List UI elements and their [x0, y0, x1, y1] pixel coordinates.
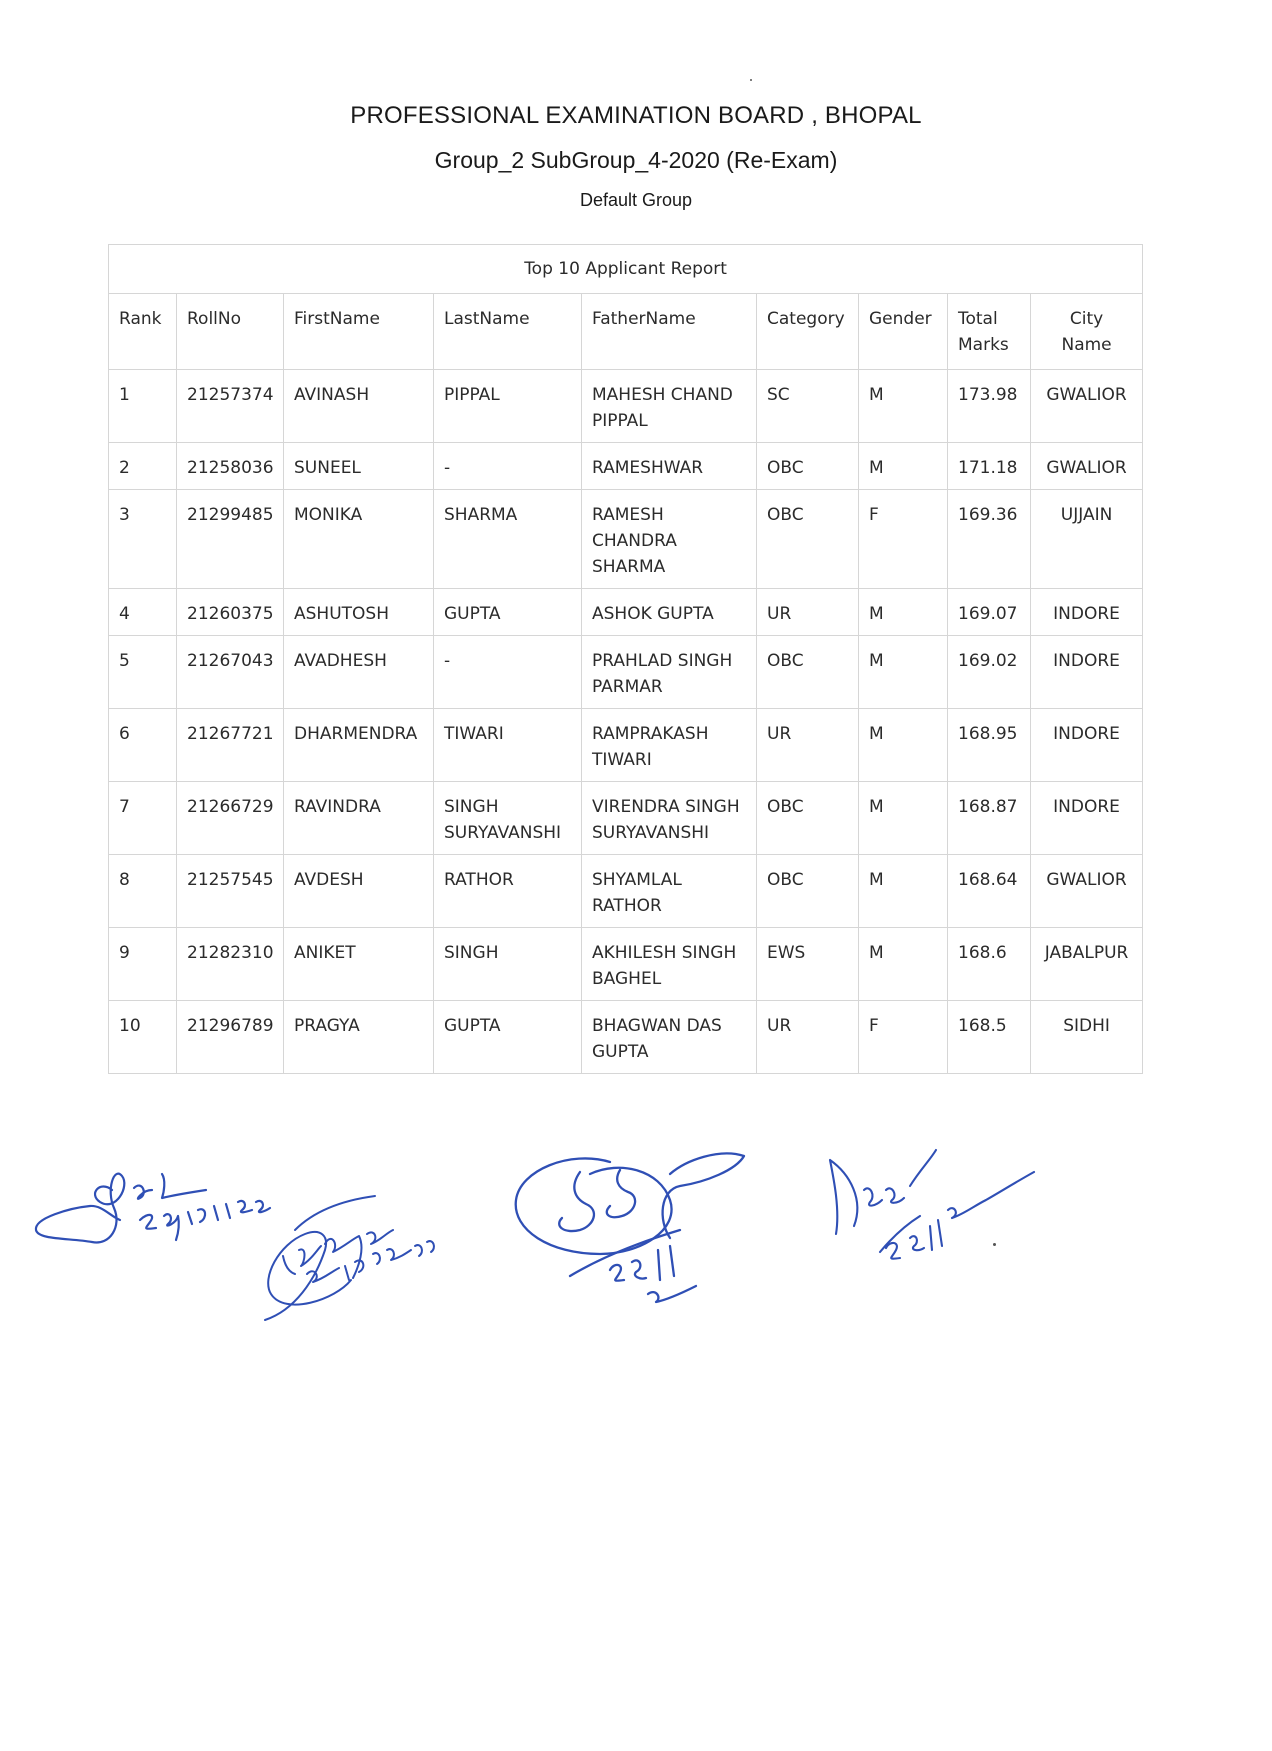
cell-rank: 6 — [109, 709, 177, 782]
cell-category: UR — [757, 1001, 859, 1074]
cell-father: VIRENDRA SINGH SURYAVANSHI — [582, 782, 757, 855]
col-father-name: FatherName — [582, 294, 757, 370]
cell-city: UJJAIN — [1031, 490, 1143, 589]
cell-gender: M — [859, 589, 948, 636]
cell-gender: F — [859, 1001, 948, 1074]
cell-rank: 2 — [109, 443, 177, 490]
cell-father: PRAHLAD SINGH PARMAR — [582, 636, 757, 709]
table-row — [109, 443, 1143, 490]
cell-roll: 21257545 — [177, 855, 284, 928]
cell-gender: M — [859, 928, 948, 1001]
cell-rank: 1 — [109, 370, 177, 443]
cell-gender: M — [859, 443, 948, 490]
cell-last: GUPTA — [434, 1001, 582, 1074]
cell-category: OBC — [757, 490, 859, 589]
cell-total: 169.36 — [948, 490, 1031, 589]
cell-first: PRAGYA — [284, 1001, 434, 1074]
cell-total: 171.18 — [948, 443, 1031, 490]
cell-last: RATHOR — [434, 855, 582, 928]
cell-father: AKHILESH SINGH BAGHEL — [582, 928, 757, 1001]
cell-total: 173.98 — [948, 370, 1031, 443]
cell-rank: 7 — [109, 782, 177, 855]
cell-father: MAHESH CHAND PIPPAL — [582, 370, 757, 443]
col-total-marks — [948, 294, 1031, 370]
cell-city: GWALIOR — [1031, 370, 1143, 443]
cell-first: MONIKA — [284, 490, 434, 589]
cell-gender: M — [859, 855, 948, 928]
cell-category: EWS — [757, 928, 859, 1001]
cell-father: ASHOK GUPTA — [582, 589, 757, 636]
col-total-line2: Marks — [958, 335, 1009, 355]
cell-total: 168.6 — [948, 928, 1031, 1001]
cell-total: 168.5 — [948, 1001, 1031, 1074]
cell-total: 169.02 — [948, 636, 1031, 709]
col-category: Category — [757, 294, 859, 370]
cell-city: INDORE — [1031, 589, 1143, 636]
cell-city: INDORE — [1031, 782, 1143, 855]
cell-roll: 21296789 — [177, 1001, 284, 1074]
cell-last: GUPTA — [434, 589, 582, 636]
table-row — [109, 709, 1143, 782]
cell-total: 169.07 — [948, 589, 1031, 636]
column-header-row — [109, 294, 1143, 370]
cell-rank: 8 — [109, 855, 177, 928]
cell-rank: 9 — [109, 928, 177, 1001]
col-last-name: LastName — [434, 294, 582, 370]
col-city-name — [1031, 294, 1143, 370]
col-first-name: FirstName — [284, 294, 434, 370]
cell-roll: 21282310 — [177, 928, 284, 1001]
cell-roll: 21266729 — [177, 782, 284, 855]
cell-gender: M — [859, 636, 948, 709]
cell-gender: M — [859, 782, 948, 855]
cell-rank: 5 — [109, 636, 177, 709]
cell-category: SC — [757, 370, 859, 443]
cell-city: JABALPUR — [1031, 928, 1143, 1001]
table-row — [109, 1001, 1143, 1074]
cell-father: RAMESH CHANDRA SHARMA — [582, 490, 757, 589]
cell-category: OBC — [757, 443, 859, 490]
col-gender: Gender — [859, 294, 948, 370]
table-row — [109, 855, 1143, 928]
cell-last: SINGH — [434, 928, 582, 1001]
cell-city: INDORE — [1031, 636, 1143, 709]
cell-total: 168.87 — [948, 782, 1031, 855]
cell-total: 168.64 — [948, 855, 1031, 928]
cell-roll: 21257374 — [177, 370, 284, 443]
cell-father: SHYAMLAL RATHOR — [582, 855, 757, 928]
cell-first: AVADHESH — [284, 636, 434, 709]
cell-city: GWALIOR — [1031, 443, 1143, 490]
speck-mark — [750, 79, 752, 81]
cell-last: SHARMA — [434, 490, 582, 589]
cell-category: UR — [757, 709, 859, 782]
group-title: Default Group — [579, 190, 693, 210]
cell-last: - — [434, 443, 582, 490]
cell-father: BHAGWAN DAS GUPTA — [582, 1001, 757, 1074]
cell-roll: 21260375 — [177, 589, 284, 636]
col-city-line1: City — [1069, 309, 1104, 329]
col-total-line1: Total — [958, 309, 998, 329]
org-title: PROFESSIONAL EXAMINATION BOARD , BHOPAL — [350, 102, 922, 129]
cell-gender: F — [859, 490, 948, 589]
col-roll: RollNo — [177, 294, 284, 370]
col-rank: Rank — [109, 294, 177, 370]
cell-category: UR — [757, 589, 859, 636]
cell-city: GWALIOR — [1031, 855, 1143, 928]
exam-title: Group_2 SubGroup_4-2020 (Re-Exam) — [434, 147, 838, 173]
cell-father: RAMPRAKASH TIWARI — [582, 709, 757, 782]
signature-3 — [510, 1130, 750, 1310]
table-row — [109, 636, 1143, 709]
cell-total: 168.95 — [948, 709, 1031, 782]
cell-first: AVDESH — [284, 855, 434, 928]
report-caption: Top 10 Applicant Report — [109, 245, 1143, 294]
cell-rank: 10 — [109, 1001, 177, 1074]
table-row — [109, 370, 1143, 443]
cell-category: OBC — [757, 636, 859, 709]
table-row — [109, 490, 1143, 589]
cell-category: OBC — [757, 855, 859, 928]
cell-city: INDORE — [1031, 709, 1143, 782]
cell-roll: 21267721 — [177, 709, 284, 782]
signature-2 — [255, 1170, 475, 1330]
table-row — [109, 928, 1143, 1001]
cell-first: SUNEEL — [284, 443, 434, 490]
col-city-line2: Name — [1061, 335, 1112, 355]
cell-father: RAMESHWAR — [582, 443, 757, 490]
cell-rank: 4 — [109, 589, 177, 636]
cell-category: OBC — [757, 782, 859, 855]
cell-roll: 21267043 — [177, 636, 284, 709]
table-body — [109, 370, 1143, 1074]
cell-first: RAVINDRA — [284, 782, 434, 855]
signature-4 — [820, 1130, 1050, 1270]
cell-last: - — [434, 636, 582, 709]
cell-gender: M — [859, 370, 948, 443]
cell-last: TIWARI — [434, 709, 582, 782]
cell-first: AVINASH — [284, 370, 434, 443]
cell-rank: 3 — [109, 490, 177, 589]
cell-roll: 21258036 — [177, 443, 284, 490]
cell-city: SIDHI — [1031, 1001, 1143, 1074]
cell-last: PIPPAL — [434, 370, 582, 443]
cell-last: SINGH SURYAVANSHI — [434, 782, 582, 855]
cell-gender: M — [859, 709, 948, 782]
signature-1 — [30, 1150, 290, 1260]
table-row — [109, 589, 1143, 636]
top-applicants-table — [108, 244, 1143, 1074]
cell-first: ASHUTOSH — [284, 589, 434, 636]
cell-first: DHARMENDRA — [284, 709, 434, 782]
speck-mark — [993, 1243, 996, 1246]
cell-first: ANIKET — [284, 928, 434, 1001]
cell-roll: 21299485 — [177, 490, 284, 589]
table-row — [109, 782, 1143, 855]
